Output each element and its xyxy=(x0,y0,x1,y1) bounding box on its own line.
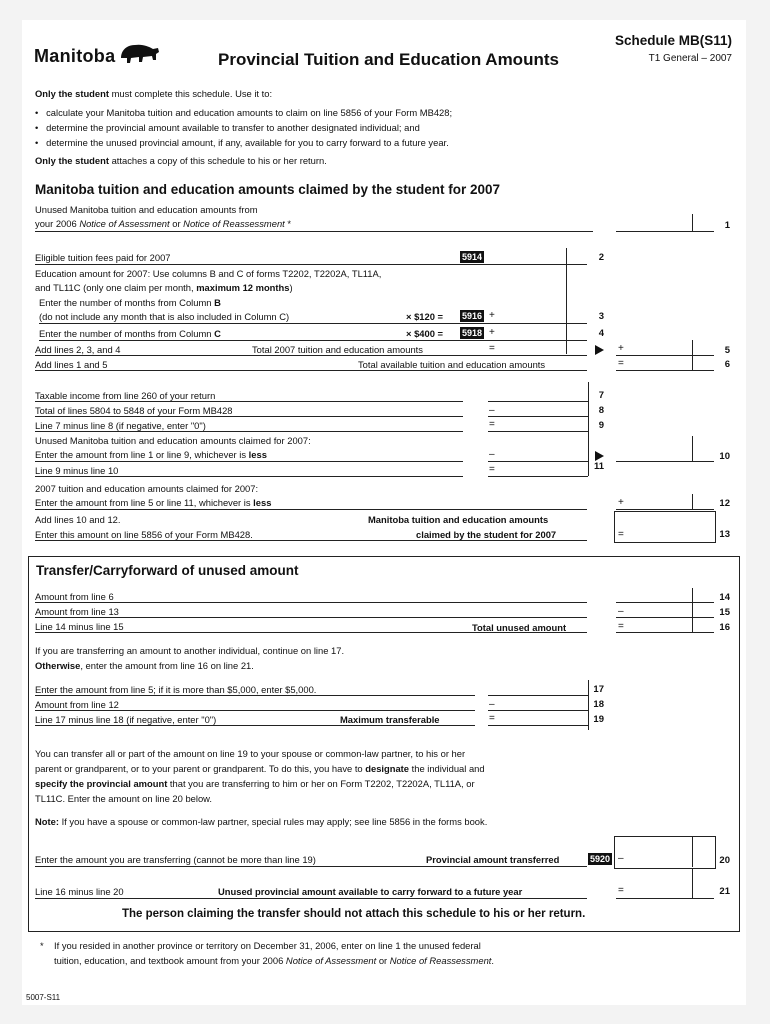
line-number: 15 xyxy=(719,607,730,618)
line13-field[interactable] xyxy=(614,511,716,543)
line12-label: Enter the amount from line 5 or line 11, whichever is less xyxy=(35,497,272,508)
line18-field[interactable] xyxy=(488,710,588,711)
intro-bullet: • calculate your Manitoba tuition and education amounts to claim on line 5856 of your Form MB428; xyxy=(35,107,453,118)
line6-field[interactable] xyxy=(616,370,714,371)
line3-months-field[interactable] xyxy=(358,323,404,324)
line15-field[interactable] xyxy=(616,617,714,618)
line2-label: Eligible tuition fees paid for 2007 xyxy=(35,252,171,263)
intro-line: Only the student must complete this schedule. Use it to: xyxy=(35,88,273,99)
line17-label: Enter the amount from line 5; if it is more than $5,000, enter $5,000. xyxy=(35,684,317,695)
transfer-paragraph: TL11C. Enter the amount on line 20 below. xyxy=(35,793,213,804)
line20-total-label: Provincial amount transferred xyxy=(426,854,560,865)
line-number: 10 xyxy=(719,451,730,462)
line-number: 19 xyxy=(593,714,604,725)
line3-multiplier: × $120 = xyxy=(406,311,444,322)
line-number: 18 xyxy=(593,699,604,710)
line1-label: Unused Manitoba tuition and education amounts from xyxy=(35,204,258,215)
line3-label: Enter the number of months from Column B xyxy=(39,297,221,308)
equals-operator: = xyxy=(489,464,495,475)
plus-operator: + xyxy=(489,327,495,338)
line10-label: Enter the amount from line 1 or line 9, whichever is less xyxy=(35,449,267,460)
intro-line: Only the student attaches a copy of this schedule to his or her return. xyxy=(35,155,327,166)
equals-operator: = xyxy=(618,885,624,896)
bison-logo-icon xyxy=(118,40,162,66)
plus-operator: + xyxy=(618,497,624,508)
equals-operator: = xyxy=(618,529,624,540)
footnote-text: If you resided in another province or territory on December 31, 2006, enter on line 1 the unused federal xyxy=(54,940,481,951)
line-number: 16 xyxy=(719,622,730,633)
transfer-instruction: Otherwise, enter the amount from line 16 on line 21. xyxy=(35,660,254,671)
line8-field[interactable] xyxy=(488,416,588,417)
form-id: 5007-S11 xyxy=(26,993,61,1002)
equals-operator: = xyxy=(489,343,495,354)
line-number: 20 xyxy=(719,855,730,866)
line14-label: Amount from line 6 xyxy=(35,591,114,602)
line-number: 1 xyxy=(724,220,730,231)
line4-label: Enter the number of months from Column C xyxy=(39,328,221,339)
intro-bullet: • determine the provincial amount available to transfer to another designated individual; and xyxy=(35,122,420,133)
transfer-section xyxy=(28,556,740,932)
arrow-icon xyxy=(595,451,604,461)
line19-label: Line 17 minus line 18 (if negative, enter "0") xyxy=(35,714,217,725)
footnote-text: tuition, education, and textbook amount from your 2006 Notice of Assessment or Notice of Reassessment. xyxy=(54,955,494,966)
line4-field[interactable] xyxy=(490,340,587,341)
arrow-icon xyxy=(595,345,604,355)
line9-label: Line 7 minus line 8 (if negative, enter "0") xyxy=(35,420,206,431)
line20-field[interactable] xyxy=(614,836,716,869)
intro-bullet: • determine the unused provincial amount, if any, available for you to carry forward to a future year. xyxy=(35,137,449,148)
line21-label: Line 16 minus line 20 xyxy=(35,886,124,897)
line-number: 6 xyxy=(724,359,730,370)
minus-operator: – xyxy=(618,853,624,864)
line11-field[interactable] xyxy=(488,476,588,477)
line16-label: Line 14 minus line 15 xyxy=(35,621,124,632)
line-number: 9 xyxy=(598,420,604,431)
minus-operator: – xyxy=(618,606,624,617)
line7-field[interactable] xyxy=(488,401,588,402)
line-number: 7 xyxy=(598,390,604,401)
line14-field[interactable] xyxy=(616,602,714,603)
line10-field[interactable] xyxy=(616,461,714,462)
equals-operator: = xyxy=(489,713,495,724)
section2-heading: Transfer/Carryforward of unused amount xyxy=(36,563,299,578)
line3-field[interactable] xyxy=(490,323,587,324)
line-number: 17 xyxy=(593,684,604,695)
line-number: 12 xyxy=(719,498,730,509)
line-number: 21 xyxy=(719,886,730,897)
transfer-paragraph: parent or grandparent, or to your parent or grandparent. To do this, you have to designate the individual and xyxy=(35,763,485,774)
transfer-paragraph: You can transfer all or part of the amount on line 19 to your spouse or common-law partner, to his or her xyxy=(35,748,466,759)
line-number: 4 xyxy=(598,328,604,339)
line19-total-label: Maximum transferable xyxy=(340,714,440,725)
line-number: 13 xyxy=(719,529,730,540)
line9-field[interactable] xyxy=(488,431,588,432)
line-number: 5 xyxy=(724,345,730,356)
line-number: 3 xyxy=(598,311,604,322)
schedule-number: Schedule MB(S11) xyxy=(614,33,732,48)
note-text: Note: If you have a spouse or common-law partner, special rules may apply; see line 5856 in the forms book. xyxy=(35,816,488,827)
form-subtitle: T1 General – 2007 xyxy=(648,53,732,64)
line13-total-label: claimed by the student for 2007 xyxy=(416,529,557,540)
field-code-5916: 5916 xyxy=(462,311,483,321)
line6-label: Add lines 1 and 5 xyxy=(35,359,108,370)
line7-label: Taxable income from line 260 of your return xyxy=(35,390,216,401)
form-page xyxy=(22,20,746,1005)
line10-label: Unused Manitoba tuition and education amounts claimed for 2007: xyxy=(35,435,311,446)
line5-label: Add lines 2, 3, and 4 xyxy=(35,344,121,355)
line12-label: 2007 tuition and education amounts claimed for 2007: xyxy=(35,483,259,494)
line12-field[interactable] xyxy=(616,509,714,510)
education-text: Education amount for 2007: Use columns B and C of forms T2202, T2202A, TL11A, xyxy=(35,268,382,279)
education-text: and TL11C (only one claim per month, maximum 12 months) xyxy=(35,282,293,293)
line4-multiplier: × $400 = xyxy=(406,328,444,339)
line3-label: (do not include any month that is also included in Column C) xyxy=(39,311,290,322)
line4-months-field[interactable] xyxy=(358,340,404,341)
minus-operator: – xyxy=(489,449,495,460)
line19-field[interactable] xyxy=(488,725,588,726)
field-code-5914: 5914 xyxy=(462,252,483,262)
line18-label: Amount from line 12 xyxy=(35,699,119,710)
field-code-5918: 5918 xyxy=(462,328,483,338)
plus-operator: + xyxy=(489,310,495,321)
plus-operator: + xyxy=(618,343,624,354)
line1-label: your 2006 Notice of Assessment or Notice of Reassessment * xyxy=(35,218,292,229)
line-number: 14 xyxy=(719,592,730,603)
line20-label: Enter the amount you are transferring (cannot be more than line 19) xyxy=(35,854,316,865)
equals-operator: = xyxy=(618,358,624,369)
line2-field[interactable] xyxy=(490,264,587,265)
line16-total-label: Total unused amount xyxy=(472,622,567,633)
line11-label: Line 9 minus line 10 xyxy=(35,465,119,476)
line5-field[interactable] xyxy=(616,355,714,356)
field-code-5920: 5920 xyxy=(590,854,611,864)
line15-label: Amount from line 13 xyxy=(35,606,119,617)
minus-operator: – xyxy=(489,699,495,710)
line5-total-label: Total 2007 tuition and education amounts xyxy=(252,344,423,355)
line13-total-label: Manitoba tuition and education amounts xyxy=(368,514,549,525)
minus-operator: – xyxy=(489,405,495,416)
line6-total-label: Total available tuition and education amounts xyxy=(358,359,546,370)
line21-field[interactable] xyxy=(616,898,714,899)
line21-total-label: Unused provincial amount available to carry forward to a future year xyxy=(218,886,523,897)
line17-field[interactable] xyxy=(488,695,588,696)
line-number: 11 xyxy=(593,461,604,472)
transfer-paragraph: specify the provincial amount that you are transferring to him or her on Form T2202, T2202A, TL11A, or xyxy=(35,778,475,789)
equals-operator: = xyxy=(618,621,624,632)
section1-heading: Manitoba tuition and education amounts claimed by the student for 2007 xyxy=(35,182,501,197)
line13-label: Add lines 10 and 12. xyxy=(35,514,121,525)
line13-label: Enter this amount on line 5856 of your Form MB428. xyxy=(35,529,253,540)
manitoba-logo-text: Manitoba xyxy=(34,46,116,66)
line-number: 2 xyxy=(598,252,604,263)
line16-field[interactable] xyxy=(616,632,714,633)
line1-field[interactable] xyxy=(616,231,714,232)
line8-label: Total of lines 5804 to 5848 of your Form MB428 xyxy=(35,405,233,416)
transfer-instruction: If you are transferring an amount to another individual, continue on line 17. xyxy=(35,645,345,656)
line-number: 8 xyxy=(598,405,604,416)
form-title: Provincial Tuition and Education Amounts xyxy=(218,50,559,69)
transfer-warning: The person claiming the transfer should not attach this schedule to his or her return. xyxy=(122,908,586,920)
footnote-star: * xyxy=(40,940,44,951)
line10-left-field[interactable] xyxy=(488,461,588,462)
equals-operator: = xyxy=(489,419,495,430)
